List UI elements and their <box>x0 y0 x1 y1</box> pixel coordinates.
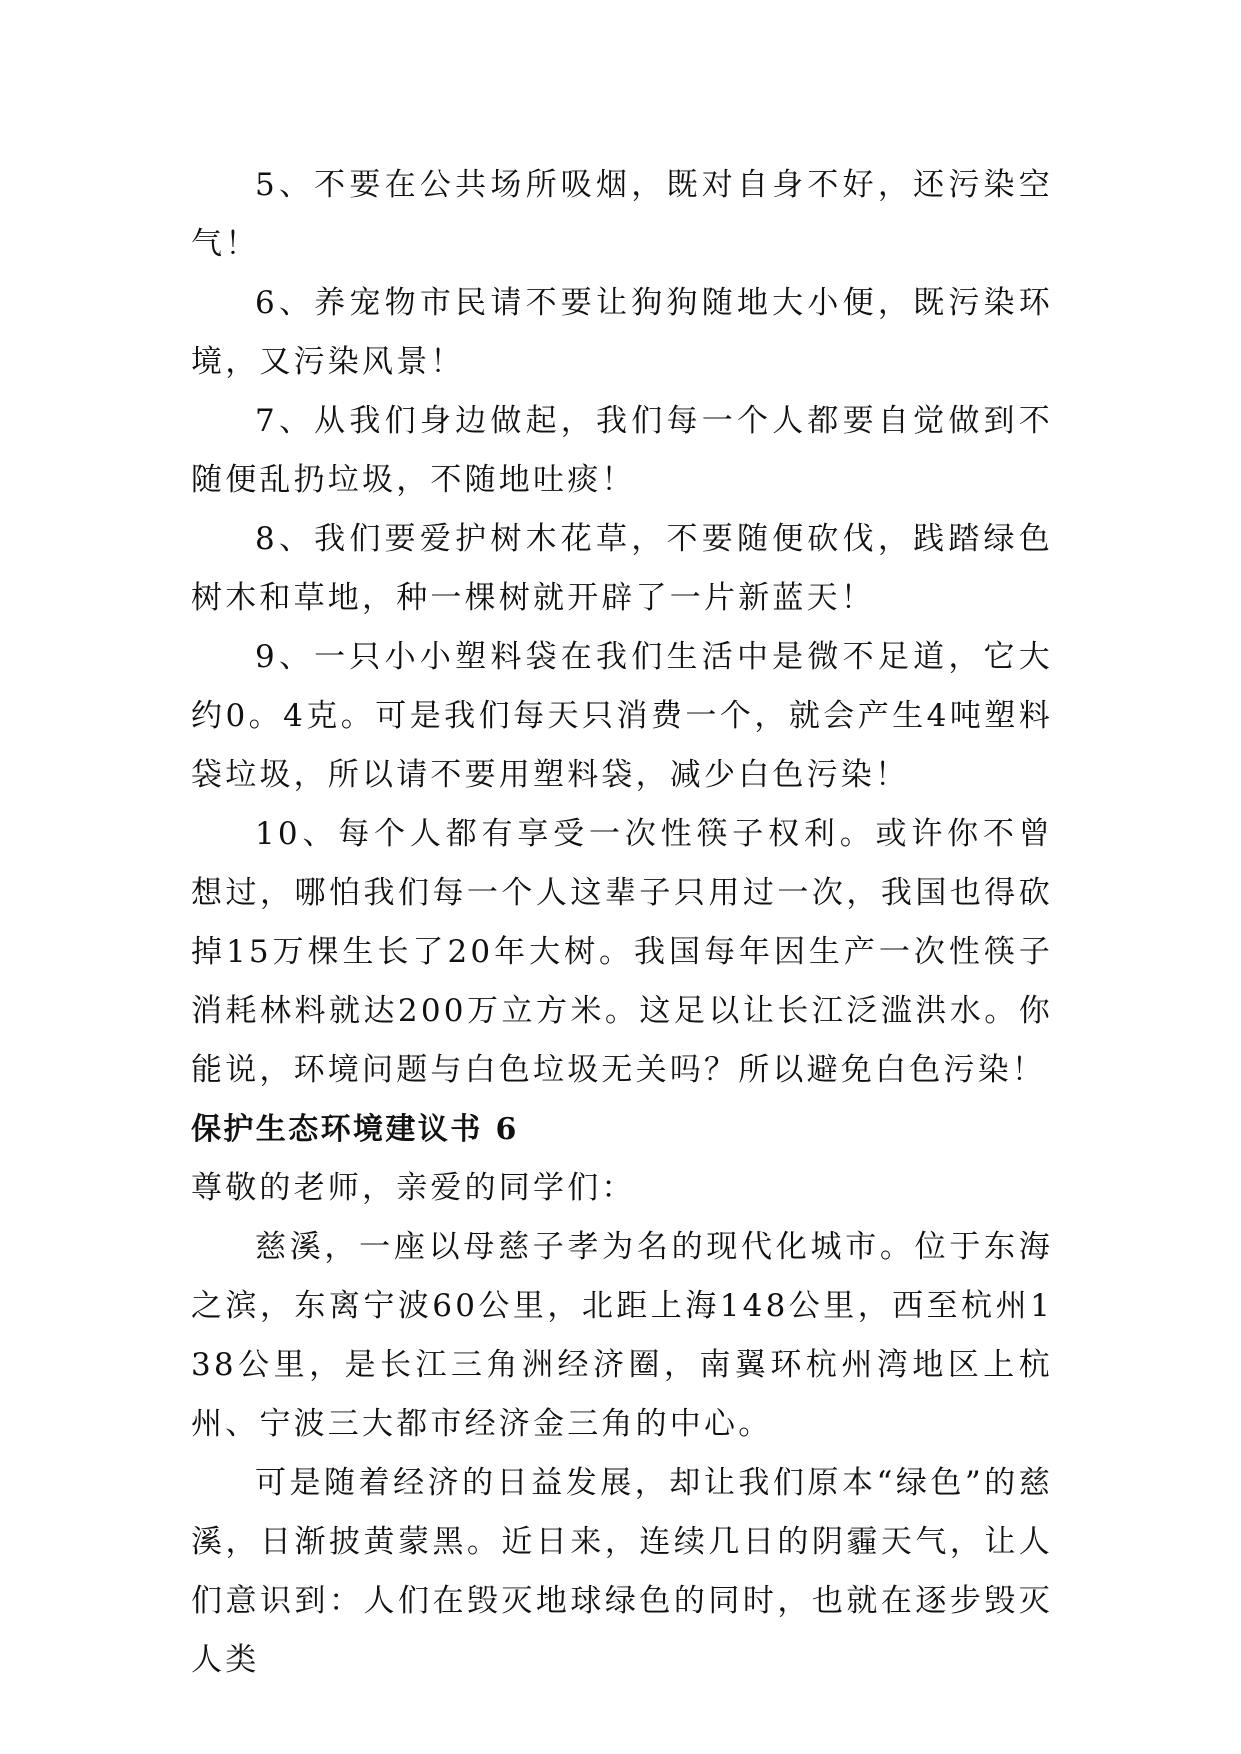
paragraph-item-6: 6、养宠物市民请不要让狗狗随地大小便，既污染环境，又污染风景！ <box>191 285 1053 380</box>
paragraph-item-5: 5、不要在公共场所吸烟，既对自身不好，还污染空气！ <box>191 167 1053 262</box>
paragraph-item-8: 8、我们要爱护树木花草，不要随便砍伐，践踏绿色树木和草地，种一棵树就开辟了一片新蓝天！ <box>191 521 1053 616</box>
paragraph-item-10: 10、每个人都有享受一次性筷子权利。或许你不曾想过，哪怕我们每一个人这辈子只用过一次，我国也得砍掉15万棵生长了20年大树。我国每年因生产一次性筷子消耗林料就达200万立方米。这足以让长江泛滥洪水。你能说，环境问题与白色垃圾无关吗？所以避免白色污染！ <box>191 816 1053 1088</box>
document-body <box>191 156 1053 1690</box>
paragraph-cixi-intro: 慈溪，一座以母慈子孝为名的现代化城市。位于东海之滨，东离宁波60公里，北距上海148公里，西至杭州138公里，是长江三角洲经济圈，南翼环杭州湾地区上杭州、宁波三大都市经济金三角的中心。 <box>191 1229 1053 1442</box>
paragraph-item-9: 9、一只小小塑料袋在我们生活中是微不足道，它大约0。4克。可是我们每天只消费一个，就会产生4吨塑料袋垃圾，所以请不要用塑料袋，减少白色污染！ <box>191 639 1053 793</box>
section-title: 保护生态环境建议书 6 <box>191 1112 519 1147</box>
paragraph-item-7: 7、从我们身边做起，我们每一个人都要自觉做到不随便乱扔垃圾，不随地吐痰！ <box>191 403 1053 498</box>
letter-greeting: 尊敬的老师，亲爱的同学们： <box>191 1170 636 1206</box>
paragraph-cixi-pollution: 可是随着经济的日益发展，却让我们原本“绿色”的慈溪，日渐披黄蒙黑。近日来，连续几日的阴霾天气，让人们意识到：人们在毁灭地球绿色的同时，也就在逐步毁灭人类 <box>191 1465 1053 1678</box>
